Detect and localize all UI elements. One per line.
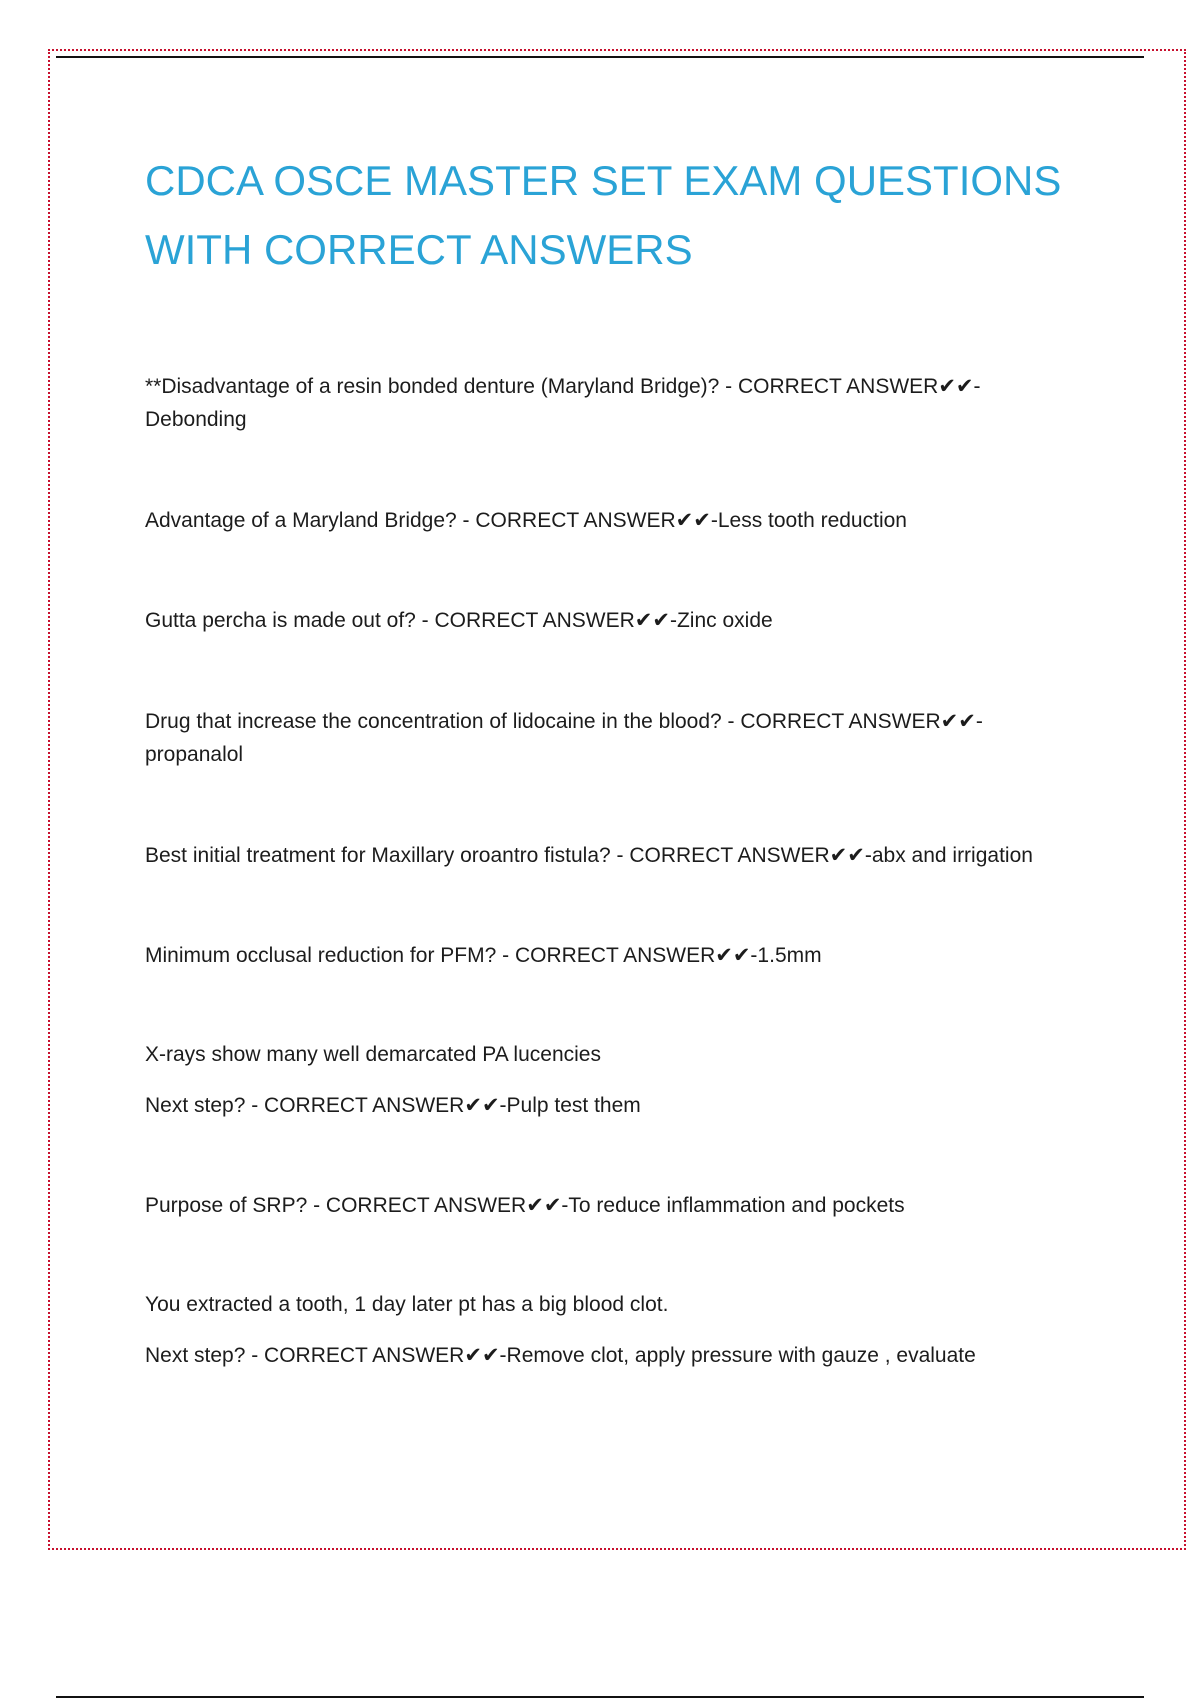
document-title <box>145 146 1085 284</box>
qa-line: Debonding <box>145 408 247 431</box>
qa-line: **Disadvantage of a resin bonded denture (Maryland Bridge)? - CORRECT ANSWER✔✔- <box>145 375 981 398</box>
qa-line: You extracted a tooth, 1 day later pt has a big blood clot. <box>145 1293 669 1316</box>
qa-line: Drug that increase the concentration of lidocaine in the blood? - CORRECT ANSWER✔✔- <box>145 710 983 733</box>
qa-line: Best initial treatment for Maxillary oroantro fistula? - CORRECT ANSWER✔✔-abx and irrigation <box>145 844 1033 867</box>
qa-item <box>145 504 907 537</box>
qa-item <box>145 839 1033 872</box>
qa-item <box>145 1038 641 1122</box>
title-line-1: CDCA OSCE MASTER SET EXAM QUESTIONS <box>145 157 1062 204</box>
qa-item <box>145 604 773 637</box>
qa-item <box>145 1288 976 1372</box>
qa-line: Advantage of a Maryland Bridge? - CORRECT ANSWER✔✔-Less tooth reduction <box>145 509 907 532</box>
qa-line: X-rays show many well demarcated PA lucencies <box>145 1043 601 1066</box>
footer-rule <box>56 1696 1144 1698</box>
qa-item <box>145 705 983 771</box>
qa-item <box>145 1189 905 1222</box>
qa-line: Minimum occlusal reduction for PFM? - CORRECT ANSWER✔✔-1.5mm <box>145 944 822 967</box>
qa-line: Next step? - CORRECT ANSWER✔✔-Remove clot, apply pressure with gauze , evaluate <box>145 1344 976 1367</box>
qa-line: propanalol <box>145 743 244 766</box>
qa-line: Purpose of SRP? - CORRECT ANSWER✔✔-To reduce inflammation and pockets <box>145 1194 905 1217</box>
qa-line: Next step? - CORRECT ANSWER✔✔-Pulp test them <box>145 1094 641 1117</box>
qa-line: Gutta percha is made out of? - CORRECT ANSWER✔✔-Zinc oxide <box>145 609 773 632</box>
qa-item <box>145 939 822 972</box>
title-line-2: WITH CORRECT ANSWERS <box>145 226 693 273</box>
qa-item <box>145 370 981 436</box>
